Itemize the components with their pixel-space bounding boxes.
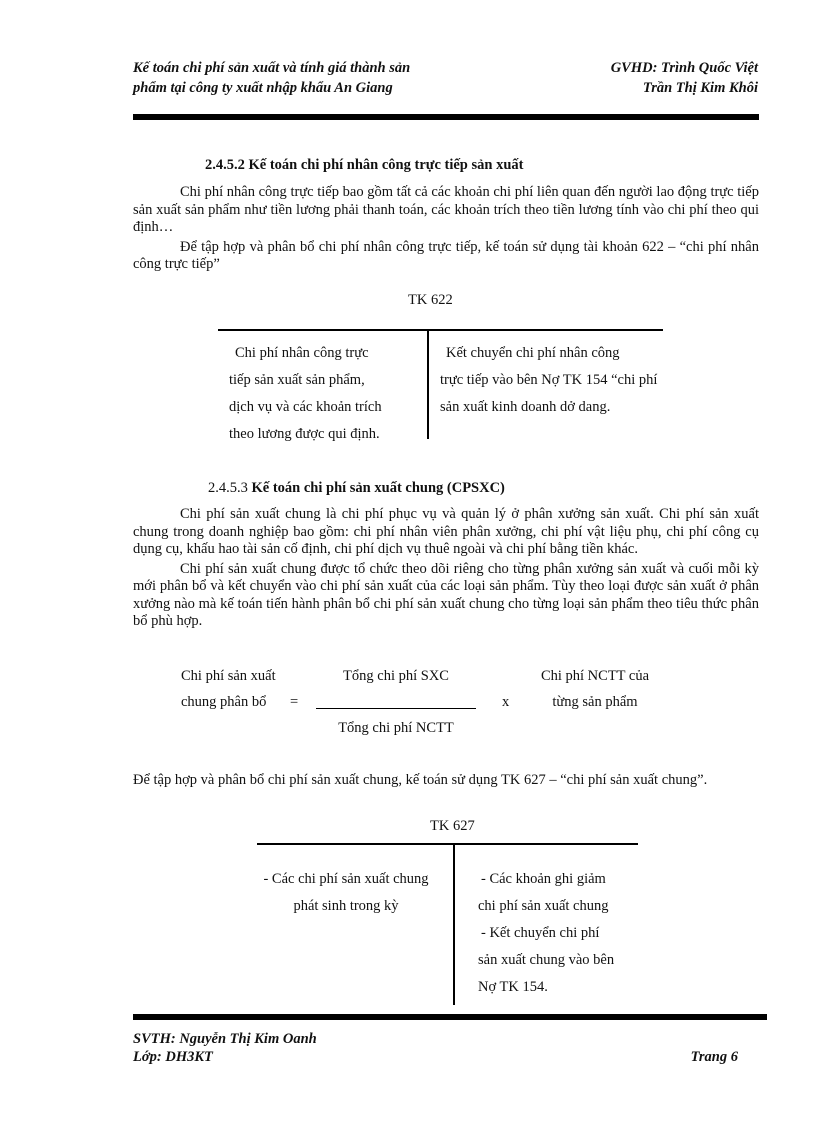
tk627-credit-line: chi phí sản xuất chung [478, 898, 609, 914]
header-title [133, 58, 410, 98]
header-title-line1: Kế toán chi phí sản xuất và tính giá thành sản [133, 60, 411, 76]
section-2453-body [133, 506, 759, 631]
header-advisor-line1: GVHD: Trình Quốc Việt [610, 60, 758, 76]
formula-lhs-line2: chung phân bổ [181, 694, 267, 710]
section-2452-para2: Để tập hợp và phân bổ chi phí nhân công trực tiếp, kế toán sử dụng tài khoản 622 – “chi phí nhân công trực tiếp” [133, 238, 759, 272]
tk622-debit-line: dịch vụ và các khoản trích [229, 399, 382, 415]
section-2453-para3-wrap [133, 772, 759, 790]
tk627-title: TK 627 [430, 818, 475, 834]
section-2453-para1: Chi phí sản xuất chung là chi phí phục vụ và quản lý ở phân xưởng sản xuất. Chi phí sản xuất chung trong doanh nghiệp bao gồm: chi phí nhân viên phân xưởng, chi phí vật liệu phụ, chi phí công cụ dụng cụ, khấu hao tài sản cố định, chi phí dịch vụ thuê ngoài và chi phí bằng tiền khác. [133, 506, 759, 557]
header-title-line2: phẩm tại công ty xuất nhập khẩu An Giang [133, 80, 393, 96]
section-2452-para1: Chi phí nhân công trực tiếp bao gồm tất cả các khoản chi phí liên quan đến người lao động trực tiếp sản xuất sản phẩm như tiền lương phải thanh toán, các khoản trích theo tiền lương tính vào chi phí theo qui định… [133, 184, 759, 235]
footer-class: Lớp: DH3KT [133, 1049, 213, 1065]
formula-fraction-bar [316, 708, 476, 709]
tk627-credit-line: - Các khoản ghi giảm [481, 871, 606, 887]
formula-rhs-line1: Chi phí NCTT của [540, 668, 650, 684]
tk627-credit-line: - Kết chuyển chi phí [481, 925, 600, 941]
tk627-debit-side [249, 866, 443, 920]
tk622-debit-line: Chi phí nhân công trực [235, 345, 369, 361]
tk622-credit-line: sản xuất kinh doanh dở dang. [440, 399, 611, 415]
header-advisors [611, 58, 758, 98]
tk622-center-divider [427, 331, 429, 439]
section-2453-para3: Để tập hợp và phân bổ chi phí sản xuất chung, kế toán sử dụng TK 627 – “chi phí sản xuất chung”. [133, 772, 708, 788]
section-2453-heading-text: Kế toán chi phí sản xuất chung (CPSXC) [251, 480, 505, 496]
footer-student: SVTH: Nguyễn Thị Kim Oanh [133, 1031, 317, 1047]
tk622-debit-line: theo lương được qui định. [229, 426, 380, 442]
formula-equals: = [290, 694, 299, 710]
tk627-debit-line: phát sinh trong kỳ [293, 898, 399, 914]
section-2453-heading-number: 2.4.5.3 [208, 480, 248, 496]
formula-times: x [502, 694, 510, 710]
section-2452-body [133, 184, 759, 274]
tk622-credit-side [440, 340, 657, 421]
section-2453-heading [208, 480, 505, 497]
tk627-top-rule [257, 843, 638, 845]
tk622-title: TK 622 [408, 292, 453, 308]
formula-denominator: Tổng chi phí NCTT [338, 720, 454, 736]
tk622-credit-line: trực tiếp vào bên Nợ TK 154 “chi phí [440, 372, 658, 388]
tk622-debit-side [229, 340, 382, 448]
header-rule [133, 114, 759, 120]
section-2452-heading: 2.4.5.2 Kế toán chi phí nhân công trực tiếp sản xuất [205, 157, 524, 173]
tk627-center-divider [453, 845, 455, 1005]
page-number: Trang 6 [690, 1049, 738, 1065]
formula-lhs-line1: Chi phí sản xuất [181, 668, 276, 684]
tk627-credit-line: sản xuất chung vào bên [478, 952, 615, 968]
tk627-credit-side [478, 866, 614, 1001]
formula-numerator: Tổng chi phí SXC [343, 668, 449, 684]
tk622-debit-line: tiếp sản xuất sản phẩm, [229, 372, 365, 388]
footer-rule [133, 1014, 767, 1020]
tk627-debit-line: - Các chi phí sản xuất chung [263, 871, 429, 887]
tk627-credit-line: Nợ TK 154. [478, 979, 548, 995]
section-2453-para2: Chi phí sản xuất chung được tổ chức theo dõi riêng cho từng phân xưởng sản xuất và cuối mỗi kỳ mới phân bổ và kết chuyển vào chi phí sản xuất của các loại sản phẩm. Tùy theo loại được sản xuất ở phân xưởng nào mà kế toán tiến hành phân bổ chi phí sản xuất chung cho từng loại sản phẩm theo tiêu thức phân bổ phù hợp. [133, 560, 759, 629]
header-advisor-line2: Trần Thị Kim Khôi [642, 80, 758, 96]
formula-rhs-line2: từng sản phẩm [552, 694, 638, 710]
footer-student-info [133, 1030, 317, 1066]
tk622-top-rule [218, 329, 663, 331]
tk622-credit-line: Kết chuyển chi phí nhân công [446, 345, 620, 361]
